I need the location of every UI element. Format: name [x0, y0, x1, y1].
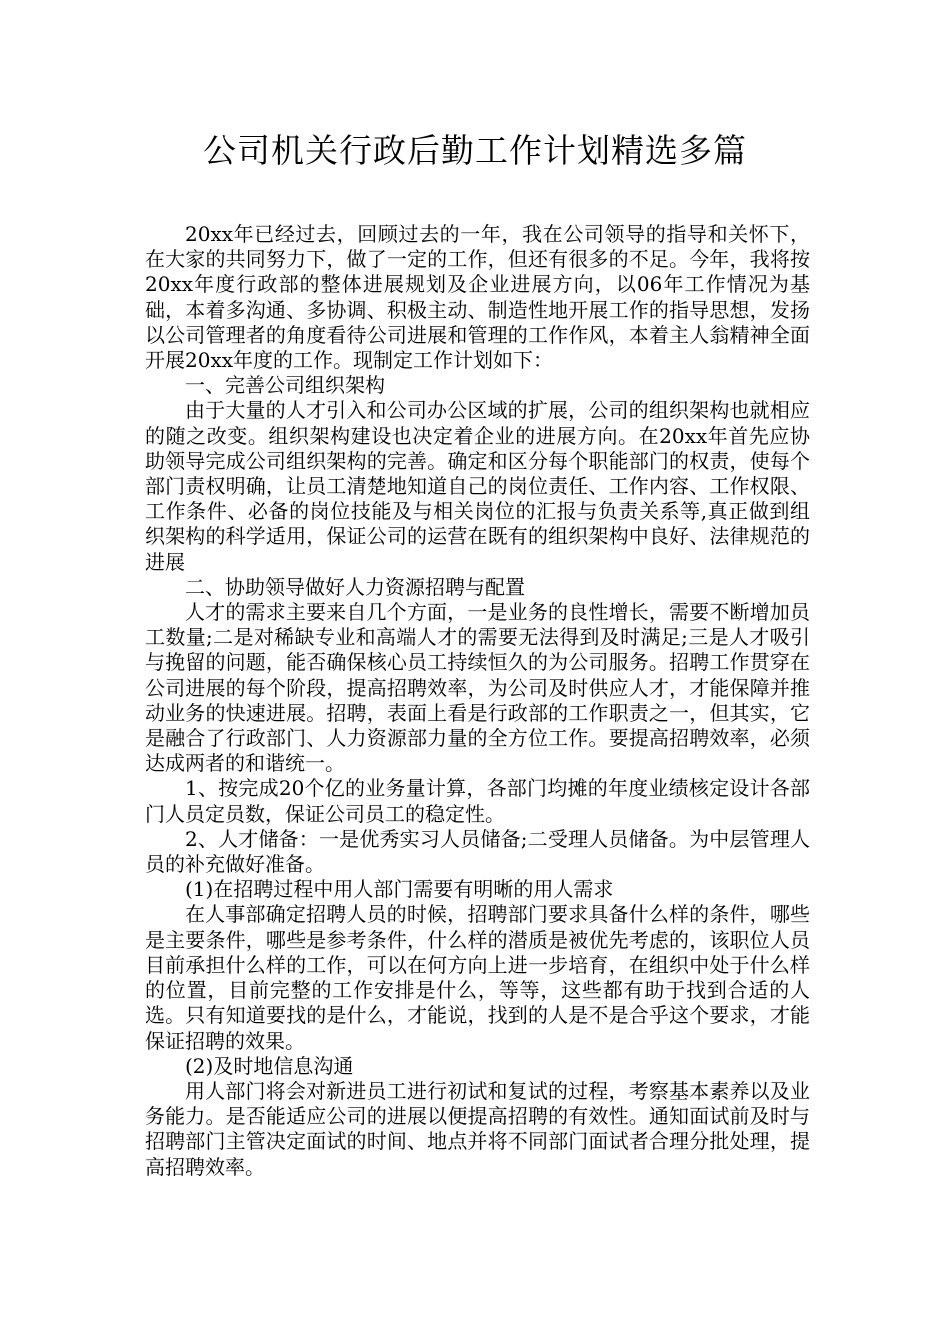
paragraph-communication: 用人部门将会对新进员工进行初试和复试的过程，考察基本素养以及业务能力。是否能适应公司的进展以便提高招聘的有效性。通知面试前及时与招聘部门主管决定面试的时间、地点并将不同部门面试者合理分批处理，提高招聘效率。	[145, 1078, 810, 1179]
document-title: 公司机关行政后勤工作计划精选多篇	[203, 131, 747, 170]
paragraph-intro: 20xx年已经过去，回顾过去的一年，我在公司领导的指导和关怀下，在大家的共同努力下，做了一定的工作，但还有很多的不足。今年，我将按20xx年度行政部的整体进展规划及企业进展方向，以06年工作情况为基础，本着多沟通、多协调、积极主动、制造性地开展工作的指导思想，发扬以公司管理者的角度看待公司进展和管理的工作作风，本着主人翁精神全面开展20xx年度的工作。现制定工作计划如下：	[145, 222, 810, 373]
paragraph-org-structure: 由于大量的人才引入和公司办公区域的扩展，公司的组织架构也就相应的随之改变。组织架构建设也决定着企业的进展方向。在20xx年首先应协助领导完成公司组织架构的完善。确定和区分每个职能部门的权责，使每个部门责权明确，让员工清楚地知道自己的岗位责任、工作内容、工作权限、工作条件、必备的岗位技能及与相关岗位的汇报与负责关系等,真正做到组织架构的科学适用，保证公司的运营在既有的组织架构中良好、法律规范的进展	[145, 398, 810, 574]
paragraph-hiring-needs: 在人事部确定招聘人员的时候，招聘部门要求具备什么样的条件，哪些是主要条件，哪些是参考条件，什么样的潜质是被优先考虑的，该职位人员目前承担什么样的工作，可以在何方向上进一步培育，在组织中处于什么样的位置，目前完整的工作安排是什么，等等，这些都有助于找到合适的人选。只有知道要找的是什么，才能说，找到的人是不是合乎这个要求，才能保证招聘的效果。	[145, 902, 810, 1053]
section-heading-1: 一、完善公司组织架构	[185, 373, 385, 398]
document-body	[145, 222, 810, 1180]
sub-heading-2: (2)及时地信息沟通	[185, 1053, 354, 1078]
section-heading-2: 二、协助领导做好人力资源招聘与配置	[185, 574, 525, 599]
list-item-2: 2、人才储备：一是优秀实习人员储备;二受理人员储备。为中层管理人员的补充做好准备。	[145, 826, 810, 877]
paragraph-recruitment: 人才的需求主要来自几个方面，一是业务的良性增长，需要不断增加员工数量;二是对稀缺专业和高端人才的需要无法得到及时满足;三是人才吸引与挽留的问题，能否确保核心员工持续恒久的为公司服务。招聘工作贯穿在公司进展的每个阶段，提高招聘效率，为公司及时供应人才，才能保障并推动业务的快速进展。招聘，表面上看是行政部的工作职责之一，但其实，它是融合了行政部门、人力资源部力量的全方位工作。要提高招聘效率，必须达成两者的和谐统一。	[145, 600, 810, 776]
sub-heading-1: (1)在招聘过程中用人部门需要有明晰的用人需求	[185, 877, 614, 902]
list-item-1: 1、按完成20个亿的业务量计算，各部门均摊的年度业绩核定设计各部门人员定员数，保证公司员工的稳定性。	[145, 776, 810, 826]
